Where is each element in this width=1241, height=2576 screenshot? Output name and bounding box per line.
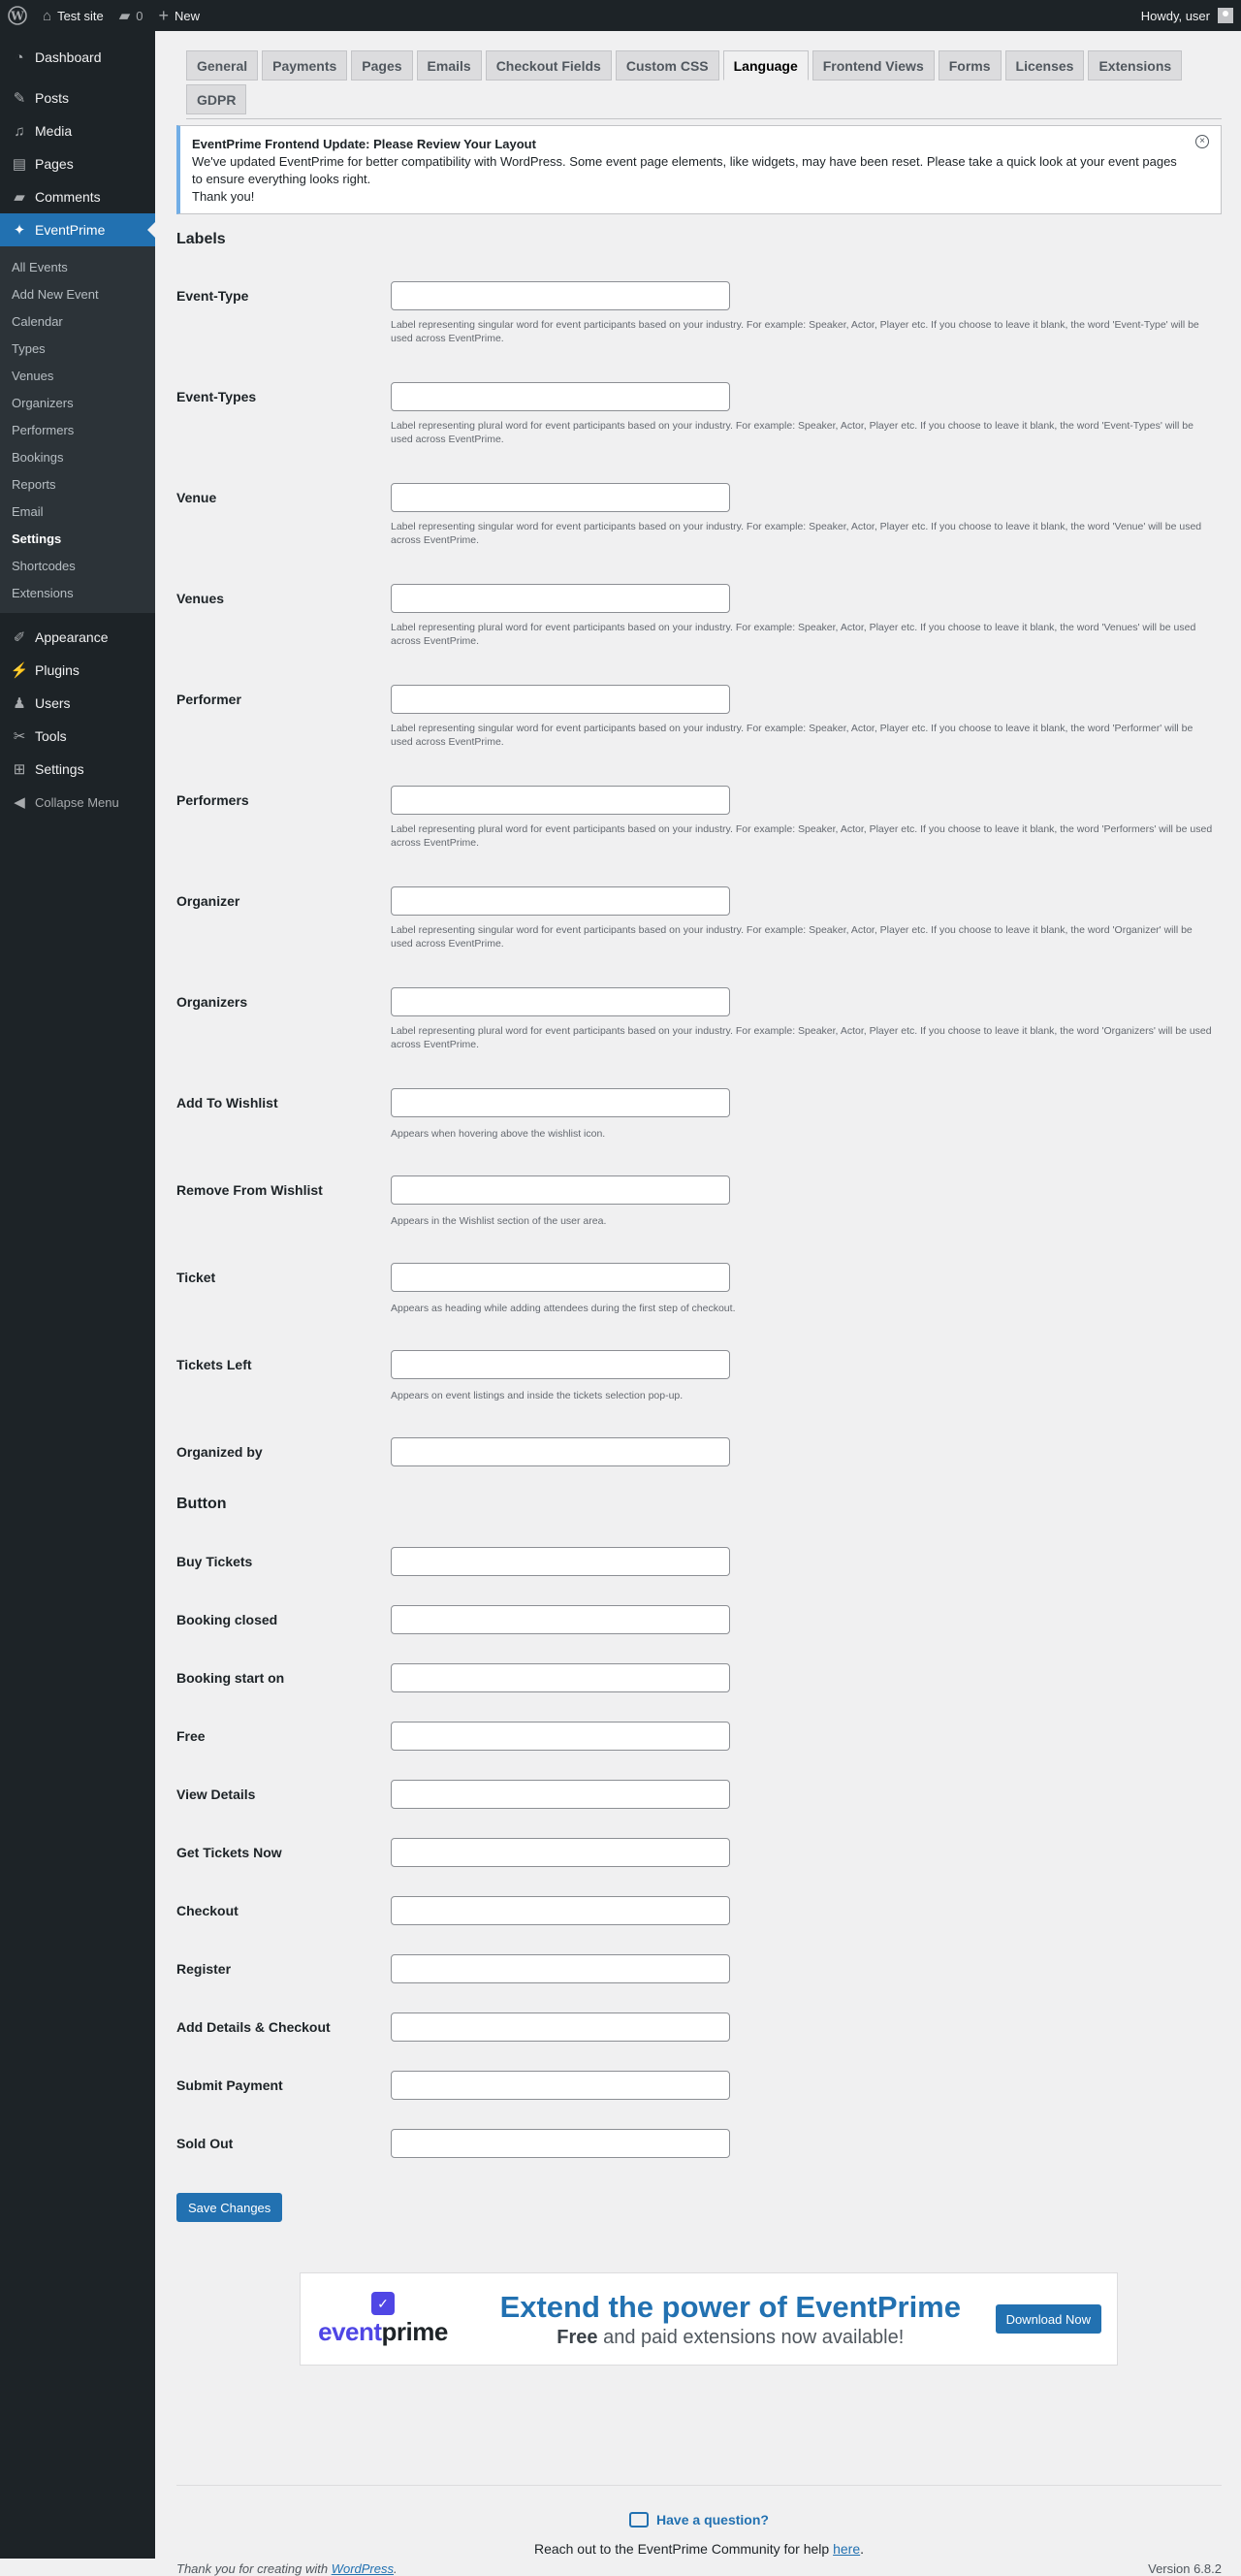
submenu-shortcodes[interactable]: Shortcodes xyxy=(12,558,76,573)
admin-bar xyxy=(0,0,1241,31)
reach-period: . xyxy=(860,2541,865,2557)
media-icon: ♫ xyxy=(14,122,25,140)
field-label: Ticket xyxy=(176,1270,216,1285)
promo-sub-rest: and paid extensions now available! xyxy=(597,2326,905,2348)
promo-headline: Extend the power of EventPrime xyxy=(499,2289,961,2324)
field-label: Venue xyxy=(176,490,217,505)
comment-icon: ▰ xyxy=(14,189,25,206)
sidebar-item-posts[interactable] xyxy=(0,81,155,114)
field-description: Label representing singular word for event participants based on your industry. For example: Speaker, Actor, Player etc. If you choose to leave it blank, the word 'Venue' will be used across EventPrime. xyxy=(391,521,1202,546)
field-description: Label representing plural word for event participants based on your industry. For example: Speaker, Actor, Player etc. If you choose to leave it blank, the word 'Performers' will be used across EventPrime. xyxy=(391,823,1213,849)
field-description: Appears when hovering above the wishlist icon. xyxy=(391,1128,606,1140)
organizers-input[interactable] xyxy=(391,987,730,1016)
brush-icon: ✐ xyxy=(13,629,26,646)
field-label: Performer xyxy=(176,692,241,707)
footer-thanks xyxy=(176,2561,398,2576)
field-label: Venues xyxy=(176,591,225,606)
tab-pages[interactable]: Pages xyxy=(351,50,412,80)
field-description: Label representing singular word for event participants based on your industry. For example: Speaker, Actor, Player etc. If you choose to leave it blank, the word 'Performer' will be used across EventPrime. xyxy=(391,723,1193,748)
wrench-icon: ✂ xyxy=(13,728,26,745)
wordpress-logo-icon[interactable] xyxy=(0,0,35,31)
thanks-text: Thank you for creating with xyxy=(176,2561,332,2576)
sidebar-item-label: EventPrime xyxy=(35,222,106,238)
thanks-period: . xyxy=(394,2561,398,2576)
tab-extensions[interactable]: Extensions xyxy=(1088,50,1182,80)
sidebar-item-label: Users xyxy=(35,695,71,711)
notice-thanks: Thank you! xyxy=(192,189,255,204)
footer-divider xyxy=(176,2485,1222,2486)
field-label: Performers xyxy=(176,792,249,808)
sidebar-item-label: Posts xyxy=(35,90,70,106)
ticket-input[interactable] xyxy=(391,1263,730,1292)
avatar xyxy=(1218,8,1233,23)
howdy-label: Howdy, user xyxy=(1140,8,1210,23)
new-content-link[interactable] xyxy=(151,0,208,31)
sold-out-input[interactable] xyxy=(391,2129,730,2158)
eventprime-submenu xyxy=(0,246,155,613)
sidebar-item-dashboard[interactable] xyxy=(0,41,155,74)
user-icon: ♟ xyxy=(13,695,26,712)
field-label: Buy Tickets xyxy=(176,1554,253,1569)
booking-closed-input[interactable] xyxy=(391,1605,730,1634)
sidebar-item-label: Pages xyxy=(35,156,74,172)
field-label: Organized by xyxy=(176,1444,263,1460)
pin-icon: ✎ xyxy=(13,90,26,107)
tab-checkout-fields[interactable]: Checkout Fields xyxy=(486,50,612,80)
venue-input[interactable] xyxy=(391,483,730,512)
sidebar-item-settings[interactable] xyxy=(0,753,155,786)
collapse-arrow-icon: ◀ xyxy=(14,794,25,811)
community-help-text xyxy=(176,2541,1222,2557)
plugin-icon: ⚡ xyxy=(10,662,29,679)
field-label: Booking closed xyxy=(176,1612,278,1627)
field-label: Submit Payment xyxy=(176,2077,283,2093)
submit-payment-input[interactable] xyxy=(391,2071,730,2100)
view-details-input[interactable] xyxy=(391,1780,730,1809)
tab-forms[interactable]: Forms xyxy=(939,50,1002,80)
settings-content xyxy=(176,31,1222,2576)
submenu-email[interactable]: Email xyxy=(12,503,44,519)
tab-licenses[interactable]: Licenses xyxy=(1005,50,1085,80)
new-label: New xyxy=(175,8,201,23)
register-input[interactable] xyxy=(391,1954,730,1983)
logo-wordmark xyxy=(318,2317,448,2347)
reach-text: Reach out to the EventPrime Community for help xyxy=(533,2541,834,2557)
tab-custom-css[interactable]: Custom CSS xyxy=(616,50,719,80)
sidebar-item-media[interactable] xyxy=(0,114,155,147)
sidebar-item-plugins[interactable] xyxy=(0,654,155,687)
admin-sidebar xyxy=(0,31,155,2559)
settings-tabs xyxy=(186,50,1222,119)
submenu-reports[interactable]: Reports xyxy=(12,476,56,492)
booking-start-on-input[interactable] xyxy=(391,1663,730,1692)
sidebar-item-eventprime[interactable] xyxy=(0,213,155,246)
field-description: Label representing singular word for event participants based on your industry. For example: Speaker, Actor, Player etc. If you choose to leave it blank, the word 'Event-Type' will be used across EventPrime. xyxy=(391,319,1199,344)
download-now-button[interactable]: Download Now xyxy=(996,2304,1101,2334)
submenu-types[interactable]: Types xyxy=(12,340,46,356)
field-label: Sold Out xyxy=(176,2136,234,2151)
field-description: Appears in the Wishlist section of the user area. xyxy=(391,1215,607,1227)
collapse-menu-button[interactable] xyxy=(0,786,155,819)
tab-gdpr[interactable]: GDPR xyxy=(186,84,246,114)
get-tickets-now-input[interactable] xyxy=(391,1838,730,1867)
field-label: Free xyxy=(176,1728,206,1744)
tab-general[interactable]: General xyxy=(186,50,258,80)
sidebar-item-label: Settings xyxy=(35,761,84,777)
sidebar-item-label: Plugins xyxy=(35,662,80,678)
dismiss-notice-icon[interactable]: × xyxy=(1195,135,1209,148)
promo-text xyxy=(465,2290,996,2349)
field-description: Label representing plural word for event participants based on your industry. For example: Speaker, Actor, Player etc. If you choose to leave it blank, the word 'Venues' will be used across EventPrime. xyxy=(391,622,1196,647)
tab-language[interactable]: Language xyxy=(723,50,809,80)
sidebar-item-tools[interactable] xyxy=(0,720,155,753)
field-label: Register xyxy=(176,1961,232,1977)
logo-prime-text: prime xyxy=(381,2316,448,2346)
submenu-add-new-event[interactable]: Add New Event xyxy=(12,286,99,302)
free-input[interactable] xyxy=(391,1722,730,1751)
tickets-left-input[interactable] xyxy=(391,1350,730,1379)
promo-sub-bold: Free xyxy=(557,2326,598,2348)
field-description: Label representing plural word for event participants based on your industry. For example: Speaker, Actor, Player etc. If you choose to leave it blank, the word 'Event-Types' will be used across EventPrime. xyxy=(391,420,1193,445)
promo-subtext xyxy=(465,2327,996,2349)
submenu-all-events[interactable]: All Events xyxy=(12,259,68,274)
button-heading: Button xyxy=(176,1496,227,1512)
organizer-input[interactable] xyxy=(391,886,730,916)
field-label: Event-Types xyxy=(176,389,257,404)
site-name-label: Test site xyxy=(57,8,104,23)
add-to-wishlist-input[interactable] xyxy=(391,1088,730,1117)
settings-icon: ⊞ xyxy=(13,761,26,778)
remove-from-wishlist-input[interactable] xyxy=(391,1175,730,1205)
comments-count: 0 xyxy=(136,8,143,23)
collapse-menu-label: Collapse Menu xyxy=(35,794,119,810)
field-label: Organizer xyxy=(176,893,240,909)
field-label: Tickets Left xyxy=(176,1357,252,1372)
tab-payments[interactable]: Payments xyxy=(262,50,347,80)
field-label: View Details xyxy=(176,1787,256,1802)
chat-bubble-icon xyxy=(629,2512,649,2528)
have-a-question-link[interactable] xyxy=(176,2512,1222,2528)
submenu-performers[interactable]: Performers xyxy=(12,422,75,437)
extensions-promo-banner xyxy=(300,2272,1118,2366)
event-type-input[interactable] xyxy=(391,281,730,310)
field-description: Appears on event listings and inside the tickets selection pop-up. xyxy=(391,1390,684,1401)
submenu-calendar[interactable]: Calendar xyxy=(12,313,63,329)
my-account-link[interactable] xyxy=(1141,8,1241,23)
field-label: Remove From Wishlist xyxy=(176,1182,323,1198)
submenu-venues[interactable]: Venues xyxy=(12,368,54,383)
sidebar-item-appearance[interactable] xyxy=(0,621,155,654)
sidebar-item-comments[interactable] xyxy=(0,180,155,213)
field-label: Event-Type xyxy=(176,288,249,304)
tab-frontend-views[interactable]: Frontend Views xyxy=(812,50,935,80)
sidebar-item-label: Comments xyxy=(35,189,101,205)
dashboard-icon: ◔ xyxy=(15,48,24,66)
add-details-and-checkout-input[interactable] xyxy=(391,2012,730,2042)
wordpress-link[interactable]: WordPress xyxy=(331,2561,394,2576)
version-label: Version 6.8.2 xyxy=(1148,2561,1222,2576)
question-label: Have a question? xyxy=(656,2512,769,2528)
update-notice xyxy=(176,125,1222,214)
sidebar-item-label: Tools xyxy=(35,728,67,744)
comments-link[interactable] xyxy=(111,0,151,31)
sidebar-item-label: Media xyxy=(35,123,73,139)
sidebar-item-pages[interactable] xyxy=(0,147,155,180)
performers-input[interactable] xyxy=(391,786,730,815)
field-label: Booking start on xyxy=(176,1670,285,1686)
organized-by-input[interactable] xyxy=(391,1437,730,1466)
field-description: Label representing singular word for event participants based on your industry. For example: Speaker, Actor, Player etc. If you choose to leave it blank, the word 'Organizer' will be used across EventPrime. xyxy=(391,924,1193,950)
eventprime-logo xyxy=(301,2292,465,2347)
plus-icon: + xyxy=(158,5,170,25)
venues-input[interactable] xyxy=(391,584,730,613)
tab-emails[interactable]: Emails xyxy=(417,50,482,80)
field-label: Get Tickets Now xyxy=(176,1845,282,1860)
svg-text:W: W xyxy=(11,9,24,23)
field-description: Appears as heading while adding attendees during the first step of checkout. xyxy=(391,1303,736,1314)
comment-bubble-icon: ▰ xyxy=(118,8,131,24)
submenu-bookings[interactable]: Bookings xyxy=(12,449,64,465)
field-label: Add To Wishlist xyxy=(176,1095,278,1111)
checkout-input[interactable] xyxy=(391,1896,730,1925)
field-label: Organizers xyxy=(176,994,248,1010)
site-name-link[interactable] xyxy=(35,0,111,31)
submenu-extensions[interactable]: Extensions xyxy=(12,585,74,600)
notice-title: EventPrime Frontend Update: Please Review Your Layout xyxy=(192,137,536,151)
labels-heading: Labels xyxy=(176,231,226,247)
logo-event-text: event xyxy=(318,2316,382,2346)
field-label: Checkout xyxy=(176,1903,239,1918)
home-icon: ⌂ xyxy=(43,7,52,24)
field-description: Label representing plural word for event participants based on your industry. For example: Speaker, Actor, Player etc. If you choose to leave it blank, the word 'Organizers' will be used across EventPrime. xyxy=(391,1025,1212,1050)
notice-body: We've updated EventPrime for better compatibility with WordPress. Some event page elements, like widgets, may have been reset. Please take a quick look at your event pages to ensure everything looks right. xyxy=(192,154,1177,186)
submenu-organizers[interactable]: Organizers xyxy=(12,395,74,410)
sidebar-item-label: Appearance xyxy=(35,629,109,645)
pages-icon: ▤ xyxy=(12,156,27,173)
event-types-input[interactable] xyxy=(391,382,730,411)
submenu-settings[interactable]: Settings xyxy=(12,531,62,546)
calendar-check-icon: ✓ xyxy=(371,2292,395,2315)
community-here-link[interactable]: here xyxy=(833,2541,861,2557)
eventprime-icon: ✦ xyxy=(13,222,26,239)
sidebar-item-label: Dashboard xyxy=(35,49,102,65)
field-label: Add Details & Checkout xyxy=(176,2019,331,2035)
sidebar-item-users[interactable] xyxy=(0,687,155,720)
save-changes-button[interactable]: Save Changes xyxy=(176,2193,282,2222)
performer-input[interactable] xyxy=(391,685,730,714)
buy-tickets-input[interactable] xyxy=(391,1547,730,1576)
